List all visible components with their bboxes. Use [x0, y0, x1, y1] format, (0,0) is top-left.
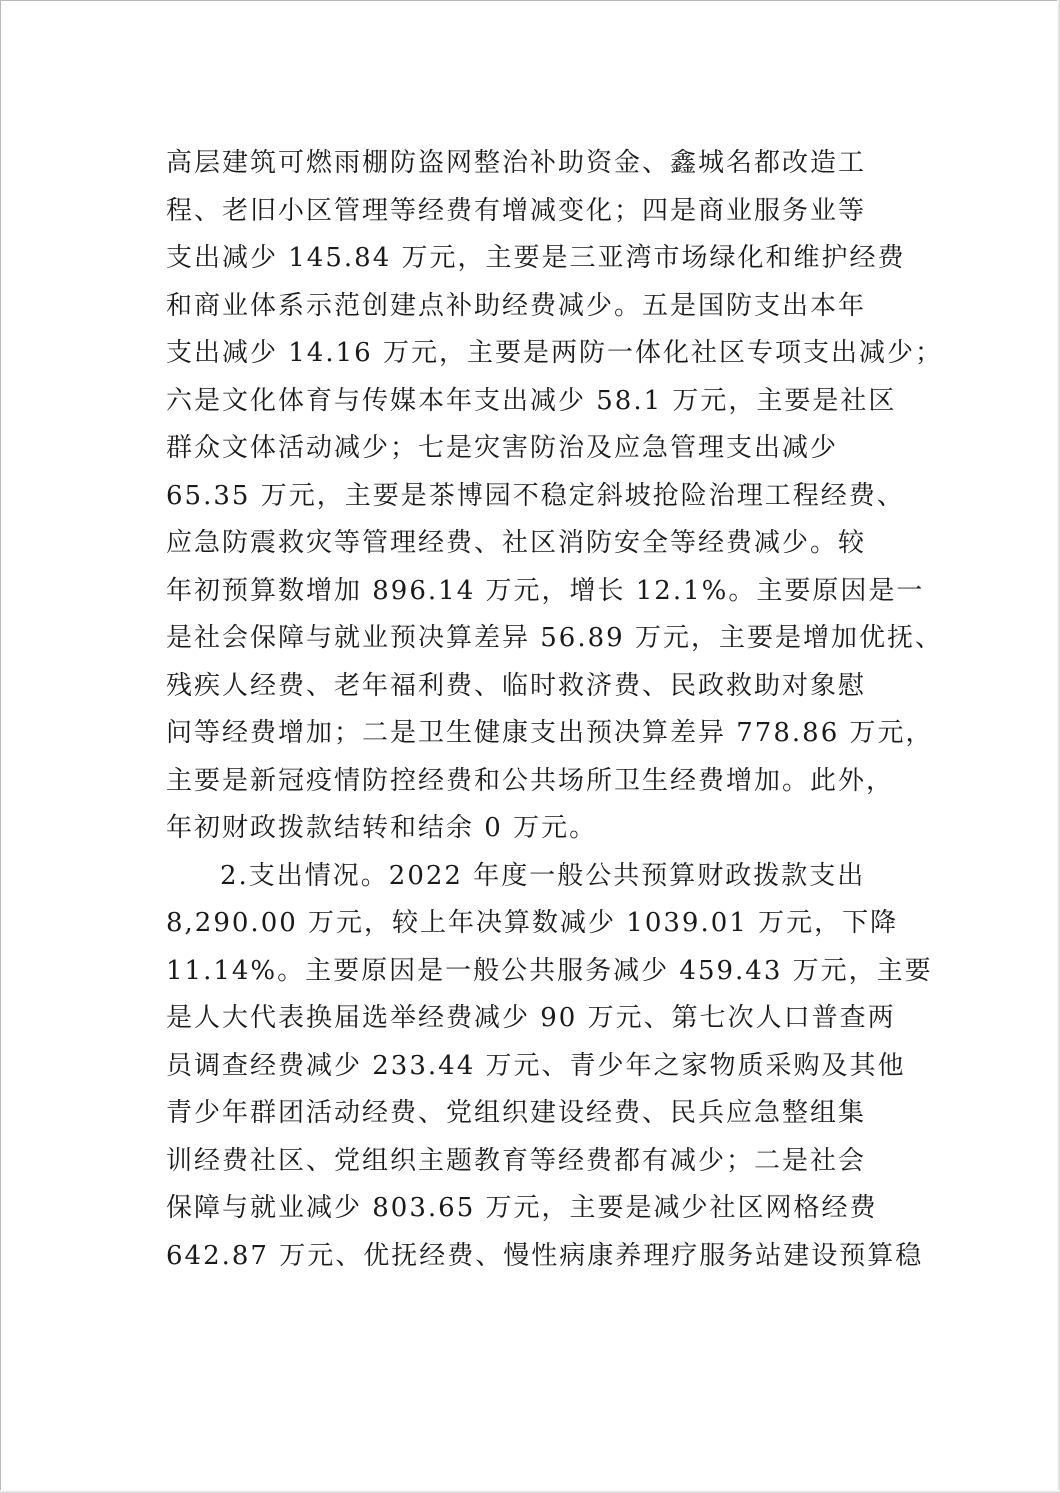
text-line: 问等经费增加；二是卫生健康支出预决算差异 778.86 万元， — [166, 718, 934, 748]
section-heading-line: 2.支出情况。2022 年度一般公共预算财政拨款支出 — [220, 860, 866, 891]
text-line: 群众文体活动减少；七是灾害防治及应急管理支出减少 — [166, 433, 839, 463]
text-line: 是社会保障与就业预决算差异 56.89 万元，主要是增加优抚、 — [166, 623, 943, 653]
text-line: 支出减少 14.16 万元，主要是两防一体化社区专项支出减少； — [166, 338, 943, 368]
text-line: 六是文化体育与传媒本年支出减少 58.1 万元，主要是社区 — [166, 385, 897, 416]
text-line: 年初预算数增加 896.14 万元，增长 12.1%。主要原因是一 — [166, 575, 925, 606]
text-line: 保障与就业减少 803.65 万元，主要是减少社区网格经费 — [166, 1193, 878, 1223]
text-line: 残疾人经费、老年福利费、临时救济费、民政救助对象慰 — [166, 670, 867, 701]
text-line: 训经费社区、党组织主题教育等经费都有减少；二是社会 — [166, 1145, 867, 1176]
text-line: 高层建筑可燃雨棚防盗网整治补助资金、鑫城名都改造工 — [166, 148, 867, 178]
text-line: 642.87 万元、优抚经费、慢性病康养理疗服务站建设预算稳 — [166, 1240, 924, 1271]
text-line: 应急防震救灾等管理经费、社区消防安全等经费减少。较 — [166, 528, 867, 558]
text-line: 支出减少 145.84 万元，主要是三亚湾市场绿化和维护经费 — [166, 243, 906, 273]
text-line: 8,290.00 万元，较上年决算数减少 1039.01 万元，下降 — [166, 908, 899, 938]
text-line: 年初财政拨款结转和结余 0 万元。 — [166, 813, 598, 843]
text-line: 员调查经费减少 233.44 万元、青少年之家物质采购及其他 — [166, 1050, 906, 1081]
text-line: 主要是新冠疫情防控经费和公共场所卫生经费增加。此外， — [166, 765, 895, 796]
text-line: 11.14%。主要原因是一般公共服务减少 459.43 万元，主要 — [166, 955, 933, 986]
text-line: 是人大代表换届选举经费减少 90 万元、第七次人口普查两 — [166, 1003, 896, 1033]
text-line: 青少年群团活动经费、党组织建设经费、民兵应急整组集 — [166, 1098, 867, 1128]
document-body — [166, 140, 943, 1280]
text-line: 程、老旧小区管理等经费有增减变化；四是商业服务业等 — [166, 195, 867, 226]
text-line: 和商业体系示范创建点补助经费减少。五是国防支出本年 — [166, 290, 867, 321]
text-line: 65.35 万元，主要是茶博园不稳定斜坡抢险治理工程经费、 — [166, 480, 905, 511]
